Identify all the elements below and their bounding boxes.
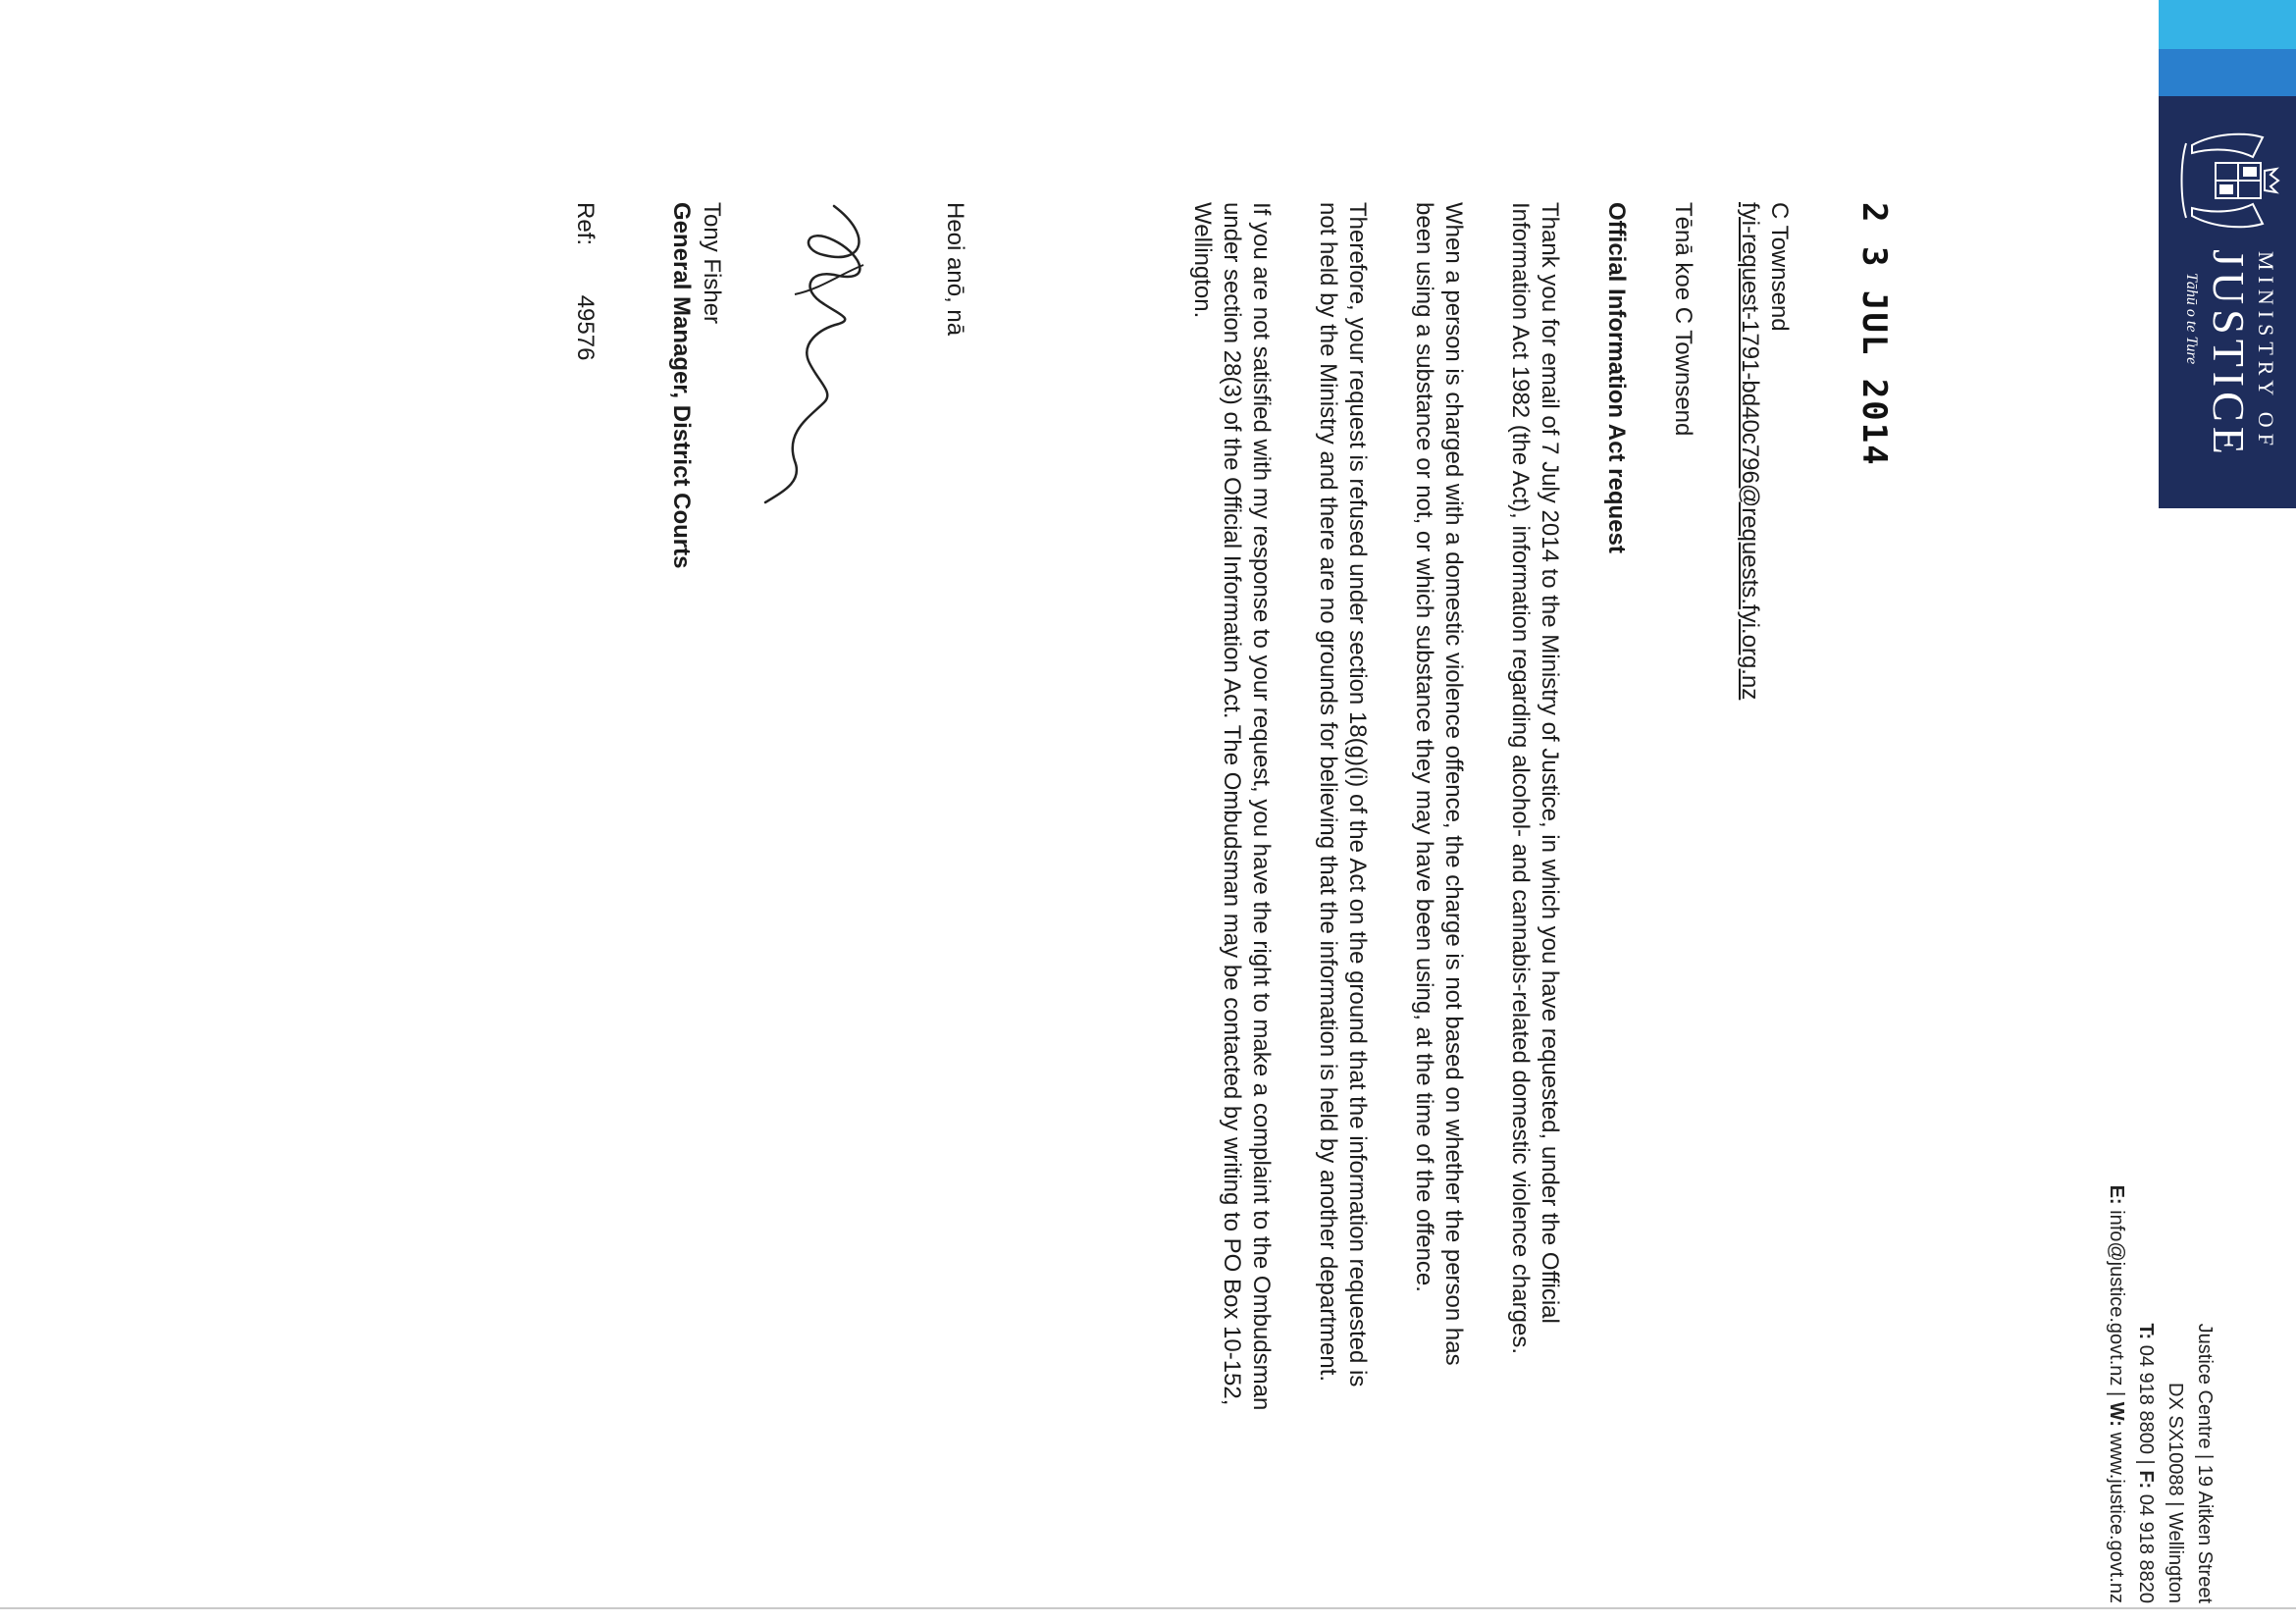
subject-heading: Official Information Act request [1603, 202, 1630, 553]
reference-line [571, 202, 599, 360]
contact-website: www.justice.govt.nz [2106, 1432, 2127, 1603]
ministry-logo [2159, 96, 2296, 508]
date-stamp: 2 3 JUL 2014 [1854, 202, 1894, 467]
separator: | [2106, 1390, 2127, 1402]
reference-number: 49576 [572, 294, 599, 361]
email-web-line [2102, 1185, 2131, 1603]
paragraph-2: When a person is charged with a domestic violence offence, the charge is not based on whether the person has been using a substance or not, or which substance they may have been using, at the time of the offence. [1411, 202, 1467, 1366]
letterhead-accent-light [2159, 0, 2296, 49]
scan-edge-line [0, 1607, 2296, 1609]
email-label: E: [2106, 1184, 2127, 1205]
closing-block [940, 202, 969, 1419]
separator: | [2135, 1459, 2157, 1471]
letter-body [1187, 202, 1794, 1419]
web-label: W: [2106, 1401, 2127, 1427]
paragraph-1: Thank you for email of 7 July 2014 to the Ministry of Justice, in which you have requested, under the Official Information Act 1982 (the Act), information regarding alcohol- and cannabis-related domestic violence charges. [1507, 202, 1563, 1354]
closing-text: Heoi anō, nā [942, 202, 968, 337]
contact-email: info@justice.govt.nz [2106, 1210, 2127, 1387]
recipient-email: fyi-request-1791-bd40c796@requests.fyi.org.nz [1737, 202, 1763, 701]
fax-label: F: [2135, 1470, 2157, 1490]
ministry-of-text: MINISTRY OF [2254, 251, 2278, 451]
fax-number: 04 918 8820 [2135, 1493, 2157, 1603]
signatory-name: Tony Fisher [699, 202, 725, 325]
paragraph-3: Therefore, your request is refused under section 18(g)(i) of the Act on the ground that the information requested is not held by the Ministry and there are no grounds for believing that the information is held by another department. [1315, 202, 1371, 1387]
coat-of-arms-icon [2174, 124, 2282, 237]
maori-tagline: Tāhū o te Ture [2183, 273, 2200, 365]
paragraph-4: If you are not satisfied with my response to your request, you have the right to make a complaint to the Ombudsman under section 28(3) of the Official Information Act. The Ombudsman may be contacted by writing to PO Box 10-152, Wellington. [1189, 202, 1275, 1411]
dx-line: DX SX10088 | Wellington [2165, 1383, 2186, 1603]
contact-details [2102, 1185, 2219, 1603]
letterhead-accent-dark [2159, 49, 2296, 96]
signatory-title: General Manager, District Courts [668, 202, 695, 569]
salutation: Tēnā koe C Townsend [1670, 202, 1696, 437]
reference-label: Ref: [572, 202, 599, 246]
phone-fax-line [2131, 1185, 2161, 1603]
recipient-name: C Townsend [1766, 202, 1793, 332]
phone-number: 04 918 8800 [2135, 1344, 2157, 1454]
phone-label: T: [2135, 1323, 2157, 1340]
address-line: Justice Centre | 19 Aitken Street [2194, 1323, 2216, 1603]
handwritten-signature [746, 196, 893, 510]
justice-wordmark: JUSTICE [2204, 249, 2254, 459]
